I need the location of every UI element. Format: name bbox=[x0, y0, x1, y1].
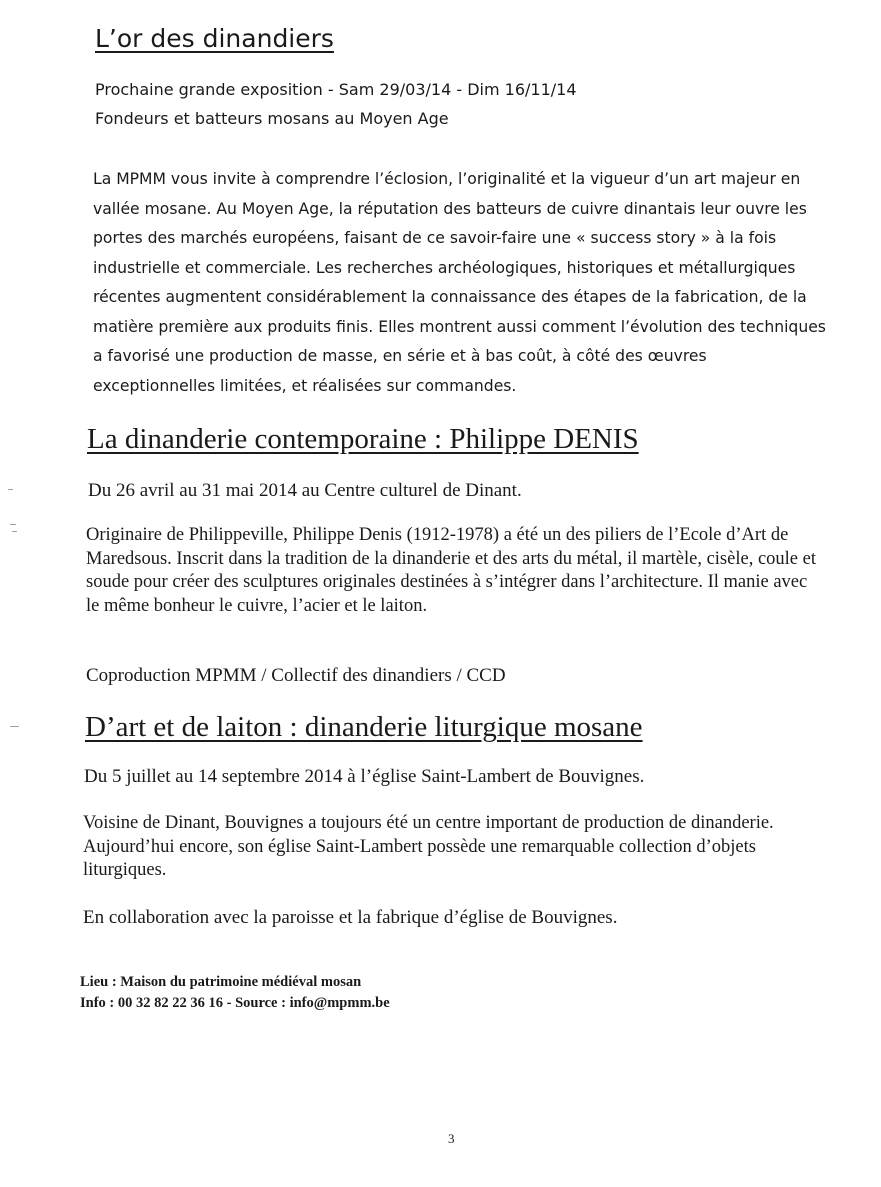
scan-speck bbox=[8, 489, 13, 490]
section-1-body: La MPMM vous invite à comprendre l’éclosion, l’originalité et la vigueur d’un art majeur en vallée mosane. Au Moyen Age, la réputation des batteurs de cuivre dinantais leur ouvre les portes des marchés européens, faisant de ce savoir-faire une « success story » à la fois industrielle et commerciale. Les recherches archéologiques, historiques et métallurgiques récentes augmentent considérablement la connaissance des étapes de la fabrication, de la matière première aux produits finis. Elles montrent aussi comment l’évolution des techniques a favorisé une production de masse, en série et à bas coût, à côté des œuvres exceptionnelles limitées, et réalisées sur commandes. bbox=[93, 170, 826, 395]
section-3-note: En collaboration avec la paroisse et la fabrique d’église de Bouvignes. bbox=[83, 907, 618, 928]
scan-speck bbox=[10, 726, 19, 727]
scan-speck bbox=[10, 524, 16, 525]
section-2-dates: Du 26 avril au 31 mai 2014 au Centre culturel de Dinant. bbox=[88, 480, 522, 501]
section-3-dates: Du 5 juillet au 14 septembre 2014 à l’église Saint-Lambert de Bouvignes. bbox=[84, 766, 645, 787]
scan-speck bbox=[12, 531, 17, 532]
footer-info: Info : 00 32 82 22 36 16 - Source : info@mpmm.be bbox=[80, 995, 390, 1011]
section-2-body: Originaire de Philippeville, Philippe Denis (1912-1978) a été un des piliers de l’Ecole d’Art de Maredsous. Inscrit dans la tradition de la dinanderie et des arts du métal, il martèle, cisèle, coule et soude pour créer des sculptures originales destinées à s’intégrer dans l’architecture. Il manie avec le même bonheur le cuivre, l’acier et le laiton. bbox=[86, 525, 816, 616]
section-1-subtitle-line-1: Prochaine grande exposition - Sam 29/03/14 - Dim 16/11/14 bbox=[95, 80, 577, 99]
section-2-note: Coproduction MPMM / Collectif des dinandiers / CCD bbox=[86, 665, 506, 686]
section-3-body: Voisine de Dinant, Bouvignes a toujours été un centre important de production de dinanderie. Aujourd’hui encore, son église Saint-Lambert possède une remarquable collection d’objets liturgiques. bbox=[83, 813, 774, 880]
page-number: 3 bbox=[448, 1131, 455, 1146]
footer-lieu: Lieu : Maison du patrimoine médiéval mosan bbox=[80, 974, 362, 990]
section-2-title: La dinanderie contemporaine : Philippe DENIS bbox=[87, 423, 639, 455]
section-1-subtitle-line-2: Fondeurs et batteurs mosans au Moyen Age bbox=[95, 109, 449, 128]
section-1-title: L’or des dinandiers bbox=[95, 24, 334, 53]
section-3-title: D’art et de laiton : dinanderie liturgique mosane bbox=[85, 711, 643, 743]
